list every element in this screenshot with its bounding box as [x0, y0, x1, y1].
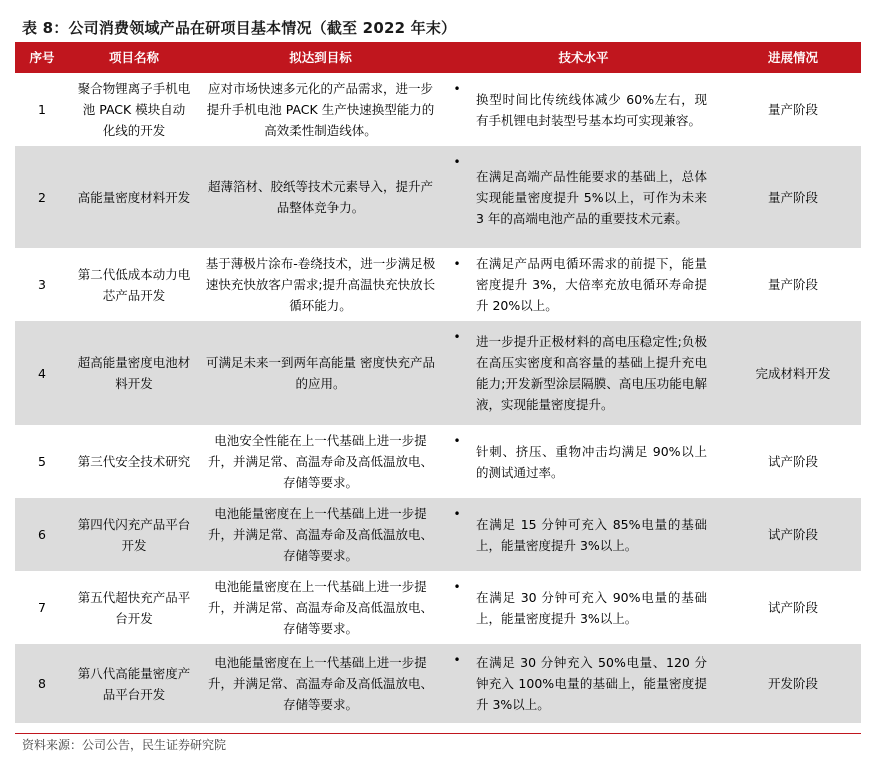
table-row	[15, 73, 861, 146]
row-index: 7	[15, 571, 69, 644]
row-tech-level: 换型时间比传统线体减少 60%左右，现有手机锂电封装型号基本均可实现兼容。	[472, 73, 725, 146]
row-progress: 量产阶段	[725, 248, 861, 321]
row-tech-level: 针刺、挤压、重物冲击均满足 90%以上的测试通过率。	[472, 425, 725, 498]
header-tech: 技术水平	[442, 42, 725, 73]
table-row	[15, 644, 861, 723]
bullet-icon: •	[442, 321, 472, 425]
row-progress: 完成材料开发	[725, 321, 861, 425]
row-goal: 电池能量密度在上一代基础上进一步提升，并满足常、高温寿命及高低温放电、存储等要求。	[199, 498, 442, 571]
row-tech-level: 在满足高端产品性能要求的基础上，总体实现能量密度提升 5%以上，可作为未来 3 年的高端电池产品的重要技术元素。	[472, 146, 725, 248]
table-row	[15, 321, 861, 425]
row-progress: 试产阶段	[725, 425, 861, 498]
header-goal: 拟达到目标	[199, 42, 442, 73]
footer-divider	[15, 733, 861, 734]
row-tech-level: 在满足 30 分钟可充入 90%电量的基础上，能量密度提升 3%以上。	[472, 571, 725, 644]
row-goal: 电池能量密度在上一代基础上进一步提升，并满足常、高温寿命及高低温放电、存储等要求。	[199, 644, 442, 723]
row-tech-level: 在满足 15 分钟可充入 85%电量的基础上，能量密度提升 3%以上。	[472, 498, 725, 571]
row-index: 4	[15, 321, 69, 425]
table-title: 表 8：公司消费领域产品在研项目基本情况（截至 2022 年末）	[22, 19, 457, 37]
row-tech-level: 在满足 30 分钟充入 50%电量、120 分钟充入 100%电量的基础上，能量密度提升 3%以上。	[472, 644, 725, 723]
row-project-name: 第二代低成本动力电芯产品开发	[69, 248, 199, 321]
bullet-icon: •	[442, 644, 472, 723]
bullet-icon: •	[442, 73, 472, 146]
bullet-icon: •	[442, 425, 472, 498]
row-tech-level: 进一步提升正极材料的高电压稳定性;负极在高压实密度和高容量的基础上提升充电能力;开发新型涂层隔膜、高电压功能电解液，实现能量密度提升。	[472, 321, 725, 425]
row-project-name: 超高能量密度电池材料开发	[69, 321, 199, 425]
row-progress: 试产阶段	[725, 498, 861, 571]
row-project-name: 高能量密度材料开发	[69, 146, 199, 248]
row-progress: 量产阶段	[725, 146, 861, 248]
row-index: 1	[15, 73, 69, 146]
row-index: 5	[15, 425, 69, 498]
row-goal: 超薄箔材、胶纸等技术元素导入，提升产品整体竞争力。	[199, 146, 442, 248]
header-name: 项目名称	[69, 42, 199, 73]
row-goal: 电池安全性能在上一代基础上进一步提升，并满足常、高温寿命及高低温放电、存储等要求。	[199, 425, 442, 498]
bullet-icon: •	[442, 248, 472, 321]
row-project-name: 聚合物锂离子手机电池 PACK 模块自动化线的开发	[69, 73, 199, 146]
table-row	[15, 425, 861, 498]
row-index: 3	[15, 248, 69, 321]
row-tech-level: 在满足产品两电循环需求的前提下，能量密度提升 3%，大倍率充放电循环寿命提升 20%以上。	[472, 248, 725, 321]
row-index: 8	[15, 644, 69, 723]
bullet-icon: •	[442, 571, 472, 644]
row-goal: 基于薄极片涂布-卷绕技术，进一步满足极速快充快放客户需求;提升高温快充快放长循环能力。	[199, 248, 442, 321]
rd-projects-table	[15, 42, 861, 723]
row-goal: 可满足未来一到两年高能量 密度快充产品的应用。	[199, 321, 442, 425]
row-goal: 应对市场快速多元化的产品需求，进一步提升手机电池 PACK 生产快速换型能力的高效柔性制造线体。	[199, 73, 442, 146]
row-project-name: 第三代安全技术研究	[69, 425, 199, 498]
row-progress: 量产阶段	[725, 73, 861, 146]
table-row	[15, 248, 861, 321]
header-index: 序号	[15, 42, 69, 73]
table-row	[15, 498, 861, 571]
bullet-icon: •	[442, 146, 472, 248]
table-row	[15, 571, 861, 644]
row-progress: 开发阶段	[725, 644, 861, 723]
row-index: 6	[15, 498, 69, 571]
table-row	[15, 146, 861, 248]
header-progress: 进展情况	[725, 42, 861, 73]
row-goal: 电池能量密度在上一代基础上进一步提升，并满足常、高温寿命及高低温放电、存储等要求。	[199, 571, 442, 644]
table-header-row	[15, 42, 861, 73]
source-note: 资料来源：公司公告，民生证券研究院	[22, 738, 227, 752]
row-project-name: 第八代高能量密度产品平台开发	[69, 644, 199, 723]
row-project-name: 第四代闪充产品平台开发	[69, 498, 199, 571]
row-progress: 试产阶段	[725, 571, 861, 644]
row-index: 2	[15, 146, 69, 248]
row-project-name: 第五代超快充产品平台开发	[69, 571, 199, 644]
bullet-icon: •	[442, 498, 472, 571]
